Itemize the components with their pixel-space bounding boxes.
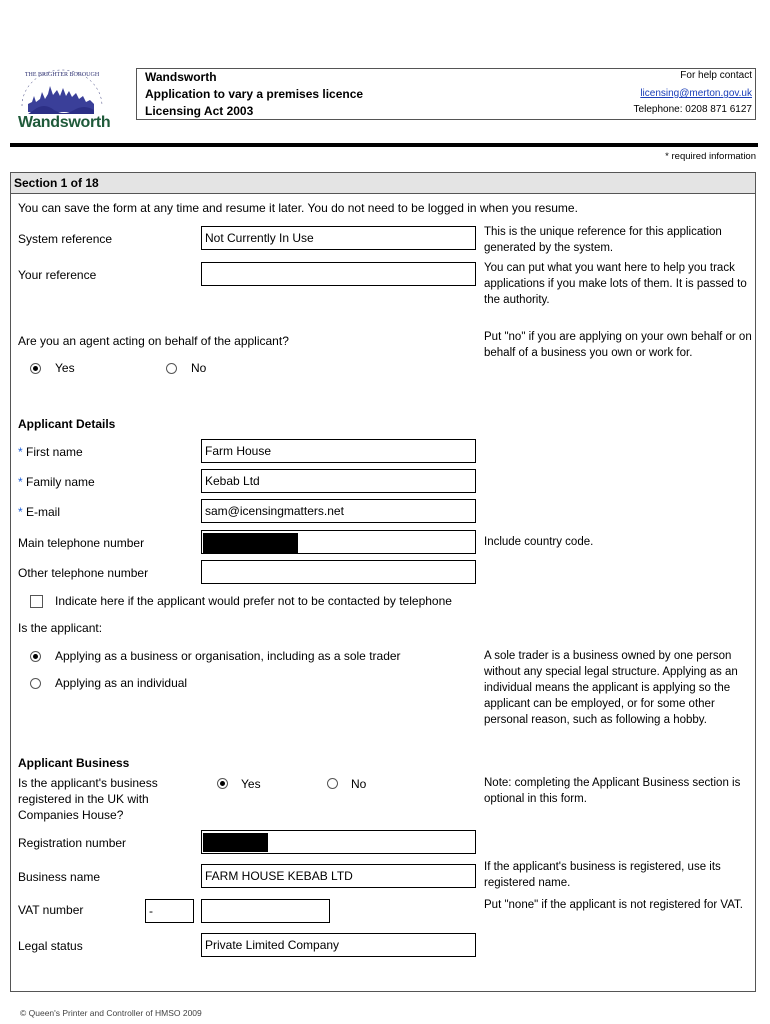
registered-no-radio[interactable] xyxy=(327,778,338,789)
section-header xyxy=(10,172,756,194)
agent-yes-label: Yes xyxy=(55,361,75,375)
required-marker: * xyxy=(18,475,23,489)
family-name-label-text: Family name xyxy=(26,475,95,489)
agent-question-help: Put "no" if you are applying on your own behalf or on behalf of a business you own or work for. xyxy=(484,331,752,359)
applicant-type-help: A sole trader is a business owned by one person without any special legal structure. Applying as an individual means the applicant is applying so the applicant can be employed, or for some other personal reason, such as following a hobby. xyxy=(484,650,738,726)
other-phone-label: Other telephone number xyxy=(18,566,149,580)
footer-copyright: © Queen's Printer and Controller of HMSO 2009 xyxy=(20,1008,202,1018)
your-reference-help: You can put what you want here to help you track applications if you make lots of them. It is passed to the authority. xyxy=(484,262,747,306)
required-marker: * xyxy=(18,445,23,459)
first-name-label-text: First name xyxy=(26,445,83,459)
business-name-label: Business name xyxy=(18,870,101,884)
legal-status-label: Legal status xyxy=(18,939,83,953)
email-label-text: E-mail xyxy=(26,505,61,519)
help-label: For help contact xyxy=(680,70,752,81)
family-name-label xyxy=(18,474,95,490)
system-reference-field: Not Currently In Use xyxy=(201,226,476,250)
section-title: Section 1 of 18 xyxy=(14,176,99,190)
email-input[interactable]: sam@icensingmatters.net xyxy=(201,499,476,523)
type-individual-label: Applying as an individual xyxy=(55,676,188,690)
email-label xyxy=(18,504,60,520)
registered-yes-label: Yes xyxy=(241,777,261,791)
family-name-input[interactable]: Kebab Ltd xyxy=(201,469,476,493)
council-logo xyxy=(14,66,118,136)
header-form-title: Application to vary a premises licence xyxy=(145,87,364,101)
main-phone-redaction xyxy=(203,533,298,553)
type-business-label: Applying as a business or organisation, including as a sole trader xyxy=(55,649,401,663)
help-email-link[interactable]: licensing@merton.gov.uk xyxy=(640,88,752,99)
agent-question-label: Are you an agent acting on behalf of the applicant? xyxy=(18,334,289,348)
vat-number-label: VAT number xyxy=(18,903,84,917)
your-reference-input[interactable] xyxy=(201,262,476,286)
intro-text: You can save the form at any time and resume it later. You do not need to be logged in when you resume. xyxy=(18,201,578,215)
applicant-details-heading: Applicant Details xyxy=(18,417,116,431)
vat-number-input[interactable] xyxy=(201,899,330,923)
other-phone-input[interactable] xyxy=(201,560,476,584)
required-note: * required information xyxy=(665,151,756,162)
agent-yes-radio[interactable] xyxy=(30,363,41,374)
type-individual-radio[interactable] xyxy=(30,678,41,689)
main-phone-label: Main telephone number xyxy=(18,536,145,550)
logo-wordmark: Wandsworth xyxy=(18,114,111,131)
header-divider xyxy=(10,143,758,147)
type-business-radio[interactable] xyxy=(30,651,41,662)
vat-prefix-input[interactable]: - xyxy=(145,899,194,923)
no-phone-checkbox-label: Indicate here if the applicant would prefer not to be contacted by telephone xyxy=(55,594,452,608)
registered-no-label: No xyxy=(351,777,367,791)
system-reference-label: System reference xyxy=(18,232,113,246)
registration-number-redaction xyxy=(203,833,268,852)
applicant-type-question: Is the applicant: xyxy=(18,621,103,635)
registered-yes-radio[interactable] xyxy=(217,778,228,789)
vat-help: Put "none" if the applicant is not registered for VAT. xyxy=(484,899,743,911)
first-name-input[interactable]: Farm House xyxy=(201,439,476,463)
agent-no-label: No xyxy=(191,361,207,375)
agent-no-radio[interactable] xyxy=(166,363,177,374)
applicant-business-heading: Applicant Business xyxy=(18,756,130,770)
logo-arc-text: THE BRIGHTER BOROUGH xyxy=(24,72,100,78)
header-council: Wandsworth xyxy=(145,70,217,84)
main-phone-help: Include country code. xyxy=(484,536,594,548)
header-act: Licensing Act 2003 xyxy=(145,104,254,118)
required-marker: * xyxy=(18,505,23,519)
business-name-input[interactable]: FARM HOUSE KEBAB LTD xyxy=(201,864,476,888)
business-note: Note: completing the Applicant Business section is optional in this form. xyxy=(484,777,741,805)
no-phone-checkbox[interactable] xyxy=(30,595,43,608)
legal-status-input[interactable]: Private Limited Company xyxy=(201,933,476,957)
business-name-help: If the applicant's business is registered, use its registered name. xyxy=(484,861,721,889)
registration-number-label: Registration number xyxy=(18,836,127,850)
your-reference-label: Your reference xyxy=(18,268,97,282)
system-reference-help: This is the unique reference for this application generated by the system. xyxy=(484,226,722,254)
registered-question: Is the applicant's business registered in the UK with Companies House? xyxy=(18,776,158,822)
first-name-label xyxy=(18,444,83,460)
help-phone: Telephone: 0208 871 6127 xyxy=(633,104,752,115)
